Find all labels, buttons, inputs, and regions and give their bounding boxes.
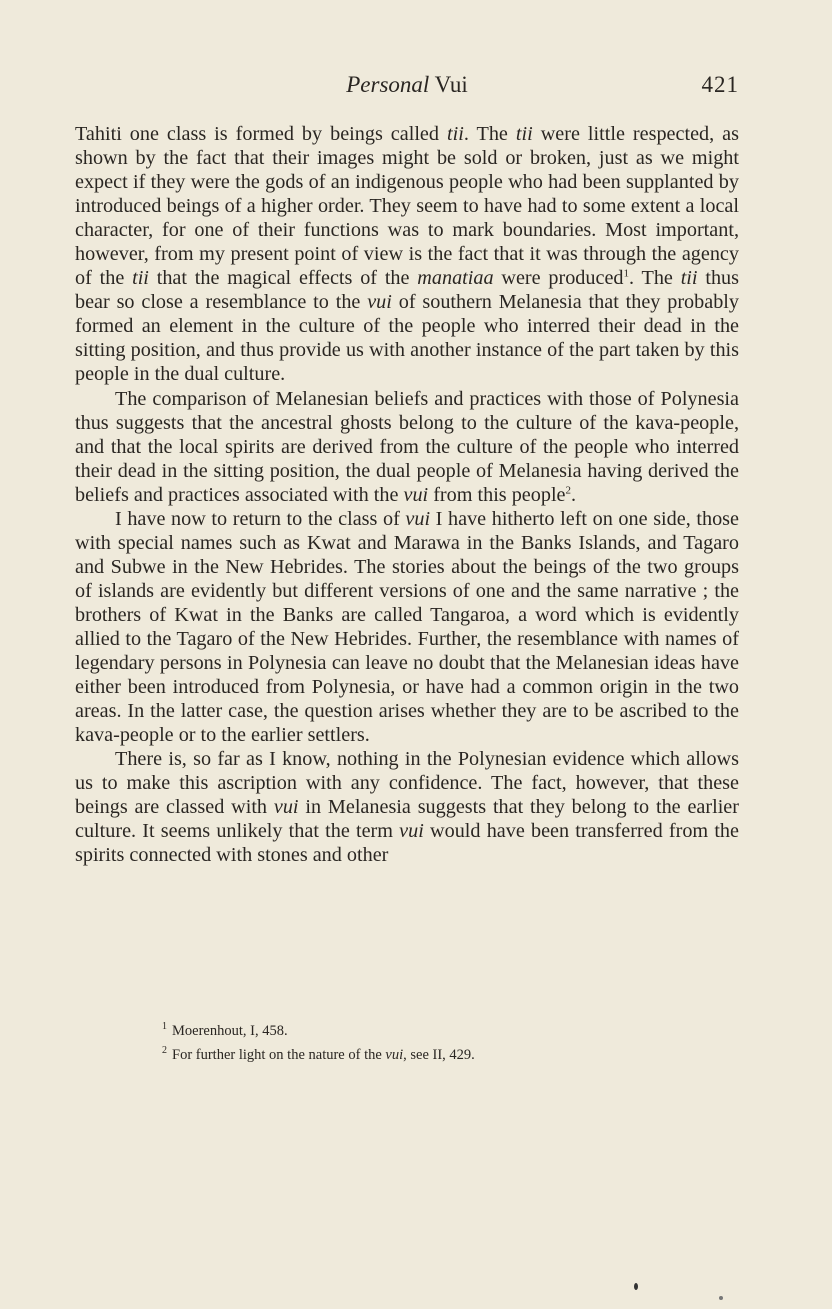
italic-term: tii xyxy=(132,267,149,290)
running-title xyxy=(75,72,739,98)
paragraph xyxy=(75,387,739,507)
text-run: that the magical effects of the xyxy=(148,267,418,290)
footnote xyxy=(162,1041,722,1065)
text-run: were produced xyxy=(493,267,624,290)
italic-term: vui xyxy=(367,291,392,314)
text-run: There is, so far as I know, nothing in the Polynesian evidence which allows us to make this ascription with any confidence. The fact, however, that these beings are classed with xyxy=(75,748,739,819)
footnote-ref: 2 xyxy=(565,483,572,496)
text-run: , see II, 429. xyxy=(403,1046,475,1063)
ink-speck xyxy=(719,1296,723,1300)
text-run: Tahiti one class is formed by beings called xyxy=(75,123,447,145)
italic-term: vui xyxy=(403,483,429,506)
italic-term: tii xyxy=(515,123,533,145)
running-title-rest: Vui xyxy=(429,72,468,97)
text-run: . The xyxy=(463,123,516,145)
text-run: I have now to return to the class of xyxy=(115,507,406,530)
text-run: The comparison of Melanesian beliefs and practices with those of Polynesia thus suggests that the ancestral ghosts belong to the culture of the kava-people, and that the local spirits are derived from the culture of the people who interred their dead in the sitting position, the dual people of Melanesia having derived the beliefs and practices associated with the xyxy=(75,387,739,506)
text-run: For further light on the nature of the xyxy=(172,1046,386,1063)
running-header xyxy=(75,72,739,106)
footnote-ref: 1 xyxy=(623,267,630,280)
footnote-marker: 2 xyxy=(162,1044,167,1056)
ink-speck xyxy=(634,1283,638,1290)
text-run: Moerenhout, I, 458. xyxy=(172,1022,288,1039)
text-run: of southern Melanesia that they probably formed an element in the culture of the people who interred their dead in the sitting position, and thus provide us with another instance of the part taken by this people in the dual culture. xyxy=(75,291,739,386)
text-run: . xyxy=(571,483,577,506)
text-run: thus bear so close a resemblance to the xyxy=(75,267,739,314)
italic-term: vui xyxy=(273,796,299,819)
footnote xyxy=(162,1017,722,1041)
footnotes xyxy=(162,1017,722,1065)
paragraph xyxy=(75,507,739,747)
text-run: I have hitherto left on one side, those with special names such as Kwat and Marawa in the Banks Islands, and Tagaro and Subwe in the New Hebrides. The stories about the beings of the two groups of islands are evidently but different versions of one and the same narrative ; the brothers of Kwat in the Banks are called Tangaroa, a word which is evidently allied to the Tagaro of the New Hebrides. Further, the resemblance with names of legendary persons in Polynesia can leave no doubt that the Melanesian ideas have either been introduced from Polynesia, or have had a common origin in the two areas. In the latter case, the question arises whether they are to be ascribed to the kava-people or to the earlier settlers. xyxy=(75,507,739,747)
text-run: . The xyxy=(629,267,681,290)
page-number: 421 xyxy=(701,72,739,97)
italic-term: vui xyxy=(399,820,424,843)
paragraph xyxy=(75,747,739,867)
text-run: were little respected, as shown by the fact that their images might be sold or broken, just as we might expect if they were the gods of an indigenous people who had been supplanted by introduced beings of a higher order. They seem to have had to some extent a local character, for one of their functions was to mark boundaries. Most important, however, from my present point of view is the fact that it was through the agency of the xyxy=(75,123,739,290)
running-title-italic: Personal xyxy=(346,72,430,97)
body-text xyxy=(75,122,739,867)
footnote-marker: 1 xyxy=(162,1021,167,1032)
text-run: from this people xyxy=(428,483,566,506)
italic-term: tii xyxy=(680,267,698,290)
italic-term: vui xyxy=(405,507,431,530)
italic-term: manatiaa xyxy=(417,267,494,290)
italic-term: tii xyxy=(446,123,464,145)
text-run: would have been transferred from the spirits connected with stones and other xyxy=(75,820,739,867)
italic-term: vui xyxy=(385,1046,404,1063)
text-run: in Melanesia suggests that they belong to the earlier culture. It seems unlikely that the term xyxy=(75,796,739,843)
paragraph xyxy=(75,122,739,387)
